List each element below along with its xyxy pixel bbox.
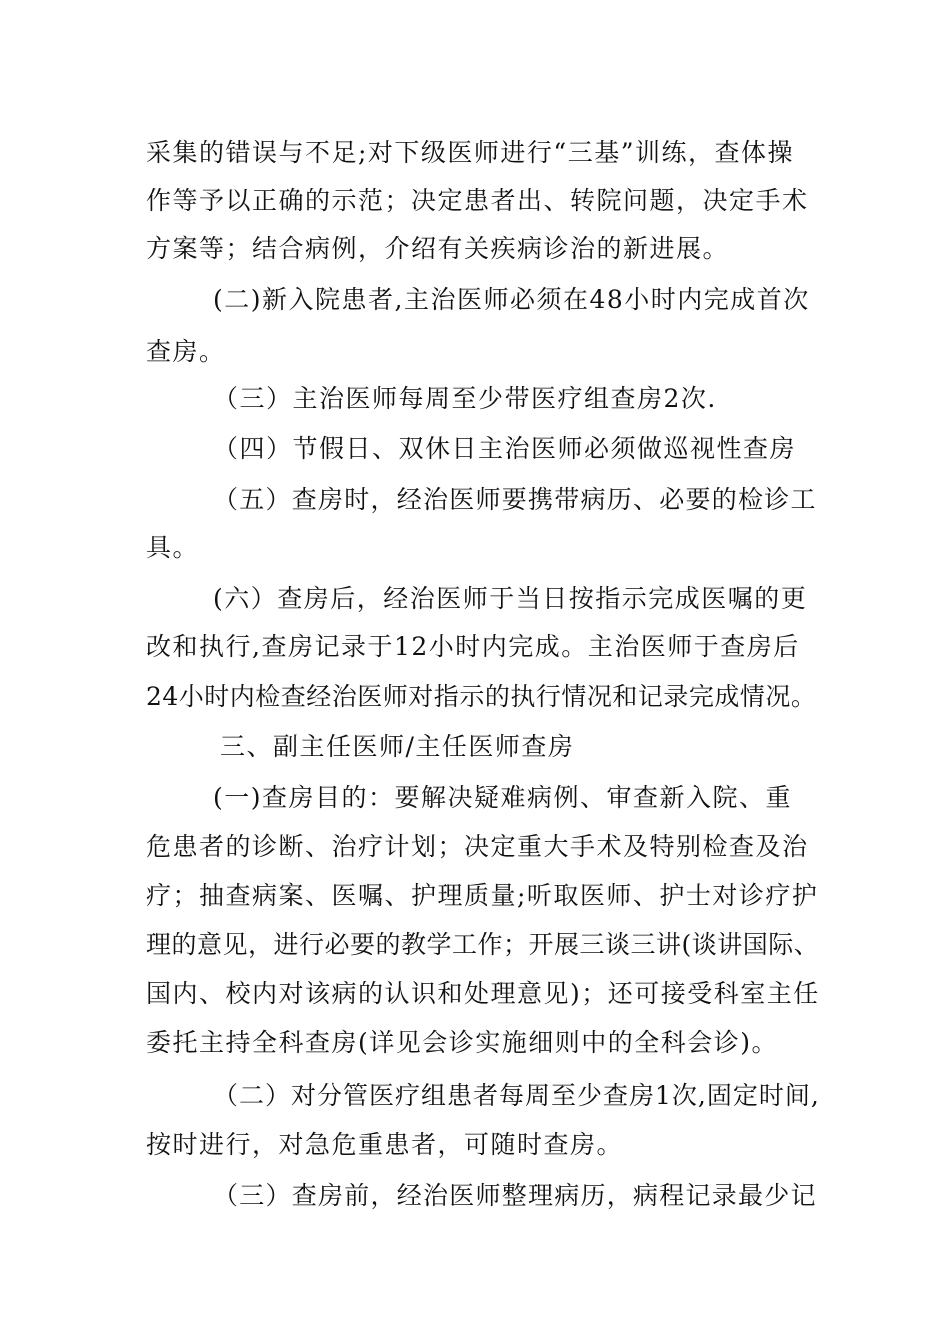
text-line: （三）主治医师每周至少带医疗组查房2次. — [213, 384, 717, 413]
text-line: 危患者的诊断、治疗计划；决定重大手术及特别检查及治 — [146, 832, 809, 861]
text-line: 采集的错误与不足;对下级医师进行“三基”训练，查体操 — [146, 138, 794, 167]
section-heading: 三、副主任医师/主任医师查房 — [220, 732, 575, 761]
text-line: 方案等；结合病例，介绍有关疾病诊治的新进展。 — [146, 234, 730, 263]
text-line: (二)新入院患者,主治医师必须在48小时内完成首次 — [213, 285, 810, 314]
text-line: （二）对分管医疗组患者每周至少查房1次,固定时间, — [213, 1081, 820, 1110]
text-line: （三）查房前，经治医师整理病历，病程记录最少记 — [213, 1181, 817, 1210]
text-line: 委托主持全科查房(详见会诊实施细则中的全科会诊)。 — [146, 1028, 779, 1057]
text-line: 按时进行，对急危重患者，可随时查房。 — [146, 1130, 624, 1159]
text-line: 国内、校内对该病的认识和处理意见)；还可接受科室主任 — [146, 979, 820, 1008]
text-line: 查房。 — [146, 337, 226, 366]
text-line: （四）节假日、双休日主治医师必须做巡视性查房 — [213, 434, 797, 463]
text-line: 具。 — [146, 533, 200, 562]
text-line: 疗；抽查病案、医嘱、护理质量;听取医师、护士对诊疗护 — [146, 881, 819, 910]
text-line: (一)查房目的：要解决疑难病例、审查新入院、重 — [213, 783, 793, 812]
text-line: 作等予以正确的示范；决定患者出、转院问题，决定手术 — [146, 186, 809, 215]
text-line: 改和执行,查房记录于12小时内完成。主治医师于查房后 — [146, 632, 800, 661]
text-line: (六）查房后，经治医师于当日按指示完成医嘱的更 — [213, 584, 808, 613]
text-line: 理的意见，进行必要的教学工作；开展三谈三讲(谈讲国际、 — [146, 930, 820, 959]
text-line: 24小时内检查经治医师对指示的执行情况和记录完成情况。 — [146, 682, 817, 711]
text-line: （五）查房时，经治医师要携带病历、必要的检诊工 — [213, 485, 817, 514]
